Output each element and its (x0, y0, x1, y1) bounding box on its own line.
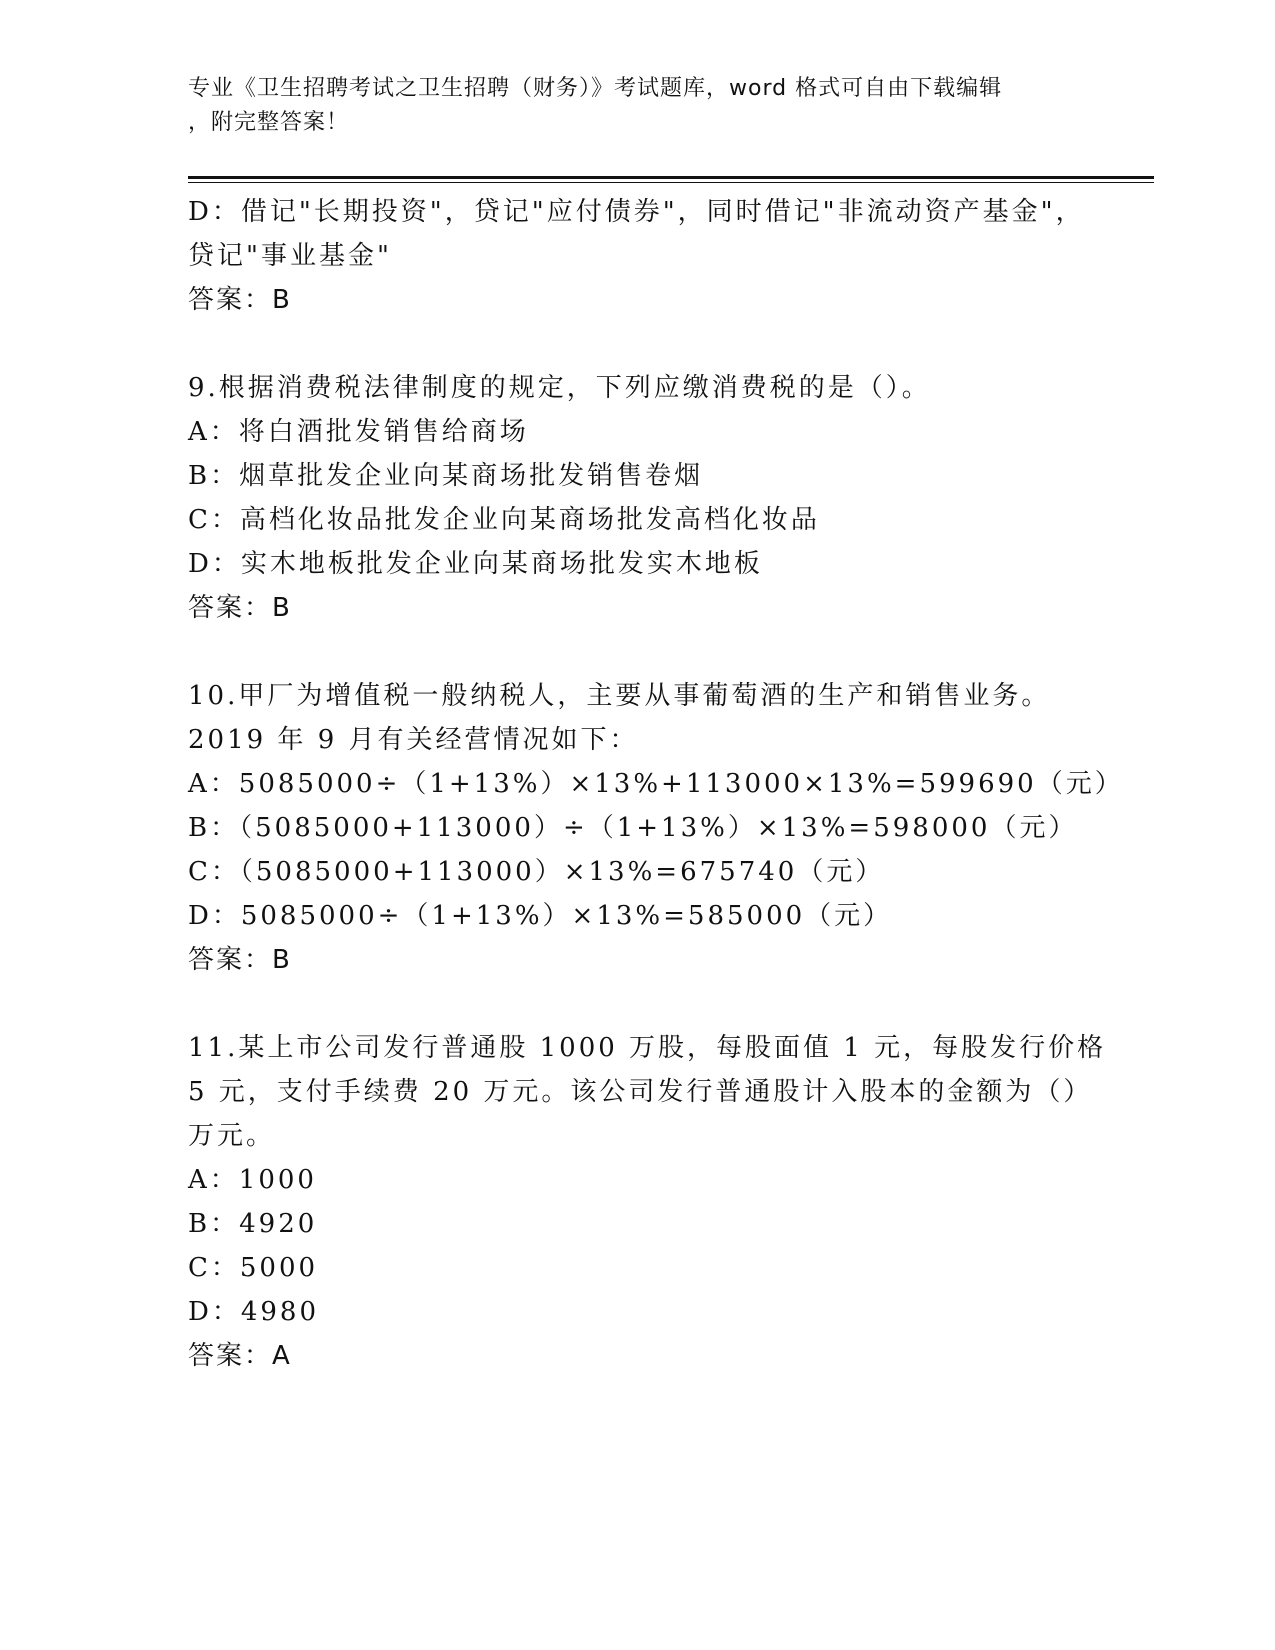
q8-answer: 答案：B (188, 285, 292, 315)
q8-option-d-line-2: 贷记"事业基金" (188, 241, 392, 271)
q9-option-b: B：烟草批发企业向某商场批发销售卷烟 (188, 461, 704, 491)
q9-answer: 答案：B (188, 593, 292, 623)
q11-option-b: B：4920 (188, 1209, 318, 1239)
q11-option-a: A：1000 (188, 1165, 317, 1195)
q9-option-d: D：实木地板批发企业向某商场批发实木地板 (188, 549, 763, 579)
q11-stem-line-2: 5 元，支付手续费 20 万元。该公司发行普通股计入股本的金额为（） (188, 1077, 1093, 1107)
q10-stem-line-1: 10.甲厂为增值税一般纳税人，主要从事葡萄酒的生产和销售业务。 (188, 681, 1051, 711)
q11-answer: 答案：A (188, 1341, 292, 1371)
q11-option-d: D：4980 (188, 1297, 320, 1327)
q11-stem-line-3: 万元。 (188, 1121, 276, 1151)
header-line-1: 专业《卫生招聘考试之卫生招聘（财务）》考试题库，word 格式可自由下载编辑 (188, 76, 1003, 101)
q9-option-c: C：高档化妆品批发企业向某商场批发高档化妆品 (188, 505, 820, 535)
header-divider-thin (188, 182, 1154, 183)
q9-option-a: A：将白酒批发销售给商场 (188, 417, 529, 447)
q10-option-b: B：（5085000+113000）÷（1+13%）×13%=598000（元） (188, 813, 1078, 843)
q11-option-c: C：5000 (188, 1253, 319, 1283)
q10-stem-line-2: 2019 年 9 月有关经营情况如下： (188, 725, 639, 755)
q9-stem: 9.根据消费税法律制度的规定，下列应缴消费税的是（）。 (188, 373, 931, 403)
header-divider-thick (188, 176, 1154, 179)
q11-stem-line-1: 11.某上市公司发行普通股 1000 万股，每股面值 1 元，每股发行价格 (188, 1033, 1107, 1063)
q10-option-d: D：5085000÷（1+13%）×13%=585000（元） (188, 901, 893, 931)
document-header (188, 72, 1068, 140)
header-line-2: ，附完整答案！ (188, 110, 350, 135)
q8-option-d-line-1: D：借记"长期投资"，贷记"应付债券"，同时借记"非流动资产基金"， (188, 197, 1085, 227)
q10-option-c: C：（5085000+113000）×13%=675740（元） (188, 857, 885, 887)
q10-option-a: A：5085000÷（1+13%）×13%+113000×13%=599690（元） (188, 769, 1124, 799)
q10-answer: 答案：B (188, 945, 292, 975)
